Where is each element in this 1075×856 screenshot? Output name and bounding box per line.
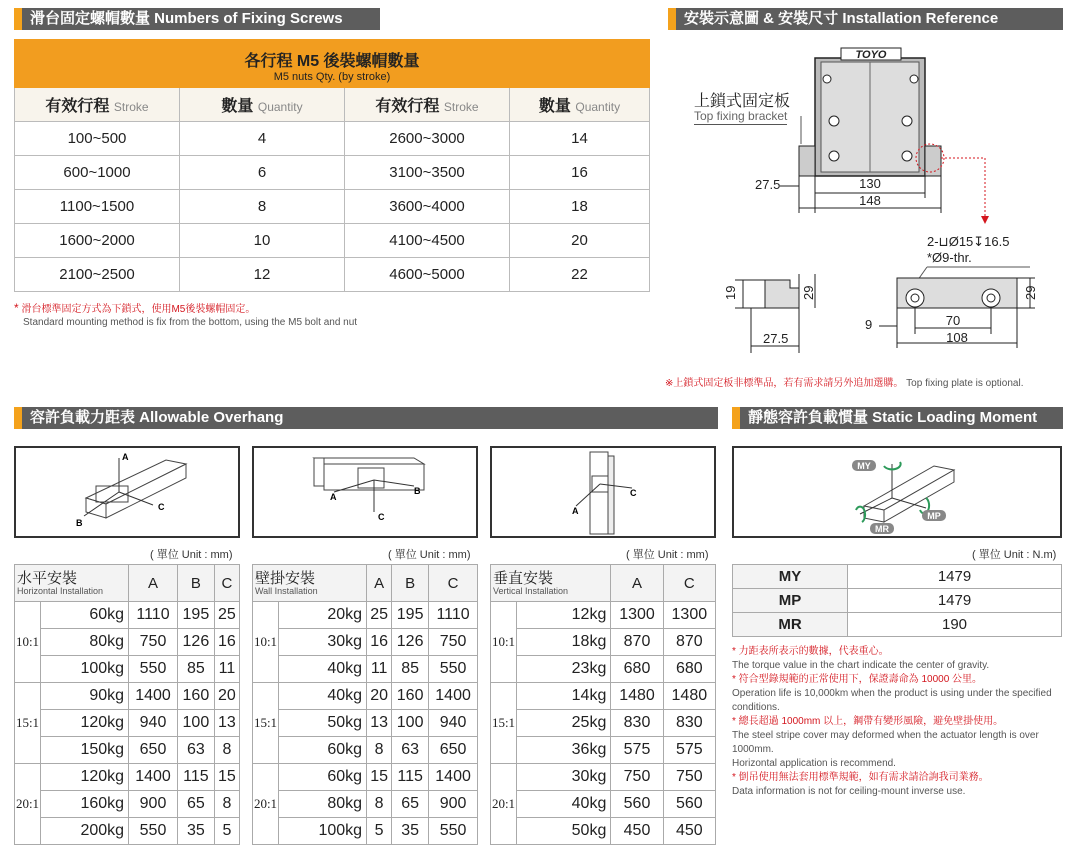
svg-text:B: B <box>76 518 83 528</box>
section-header-install: 安裝示意圖 & 安裝尺寸 Installation Reference <box>668 8 1063 30</box>
section-header-moment: 靜態容許負載慣量 Static Loading Moment <box>732 407 1063 429</box>
install-note: ※上鎖式固定板非標準品，若有需求請另外追加選購。 Top fixing plate is optional. <box>665 378 1024 389</box>
section-header-overhang: 容許負載力距表 Allowable Overhang <box>14 407 718 429</box>
diagram-horizontal <box>14 446 240 538</box>
overhang-unit-2: ( 單位 Unit : mm) <box>388 549 471 561</box>
dim-108: 108 <box>946 330 968 345</box>
diagram-vertical <box>490 446 716 538</box>
dim-19: 19 <box>723 285 738 300</box>
hole-spec-1: 2-⊔Ø15↧16.5 <box>927 234 1010 249</box>
screw-table: 各行程 M5 後裝螺帽數量 M5 nuts Qty. (by stroke) 有效行程 Stroke 數量 Quantity 有效行程 Stroke 數量 Quantity 100~500 4 2600~3000 14 600~1000 6 3100~3500 16 1100~1500 8 3600~4000 18 1600~2000 10 4100~4500 20 2100~2500 12 4600~5000 22 <box>14 39 650 292</box>
bracket-label-en: Top fixing bracket <box>694 109 788 123</box>
moment-table: MY 1479 MP 1479 MR 190 <box>732 564 1062 637</box>
moment-notes: * 力距表所表示的數據，代表重心。 The torque value in the chart indicate the center of gravity. * 符合型錄規範的正常使用下，保證壽命為 10000 公里。 Operation life is 10,000km when the product is using under the specified conditions. * 總長超過 1000mm 以上，鋼帶有變形風險，避免壁掛使用。 The steel stripe cover may deformed when the actuator length is over 1000mm. Horizontal application is recommend. * 倒吊使用無法套用標準規範，如有需求請洽詢我司業務。 Data information is not for ceiling-mount inverse use. <box>732 646 1052 797</box>
svg-text:A: A <box>122 452 129 462</box>
overhang-unit-3: ( 單位 Unit : mm) <box>626 549 709 561</box>
overhang-table-wall: 壁掛安裝 Wall Installation A B C 10:1 20kg 25 195 1110 30kg 16 126 750 40kg 11 85 550 15:1 40kg 20 160 1400 50kg 13 100 940 60kg 8 63 650 20:1 60kg 15 115 1400 80kg 8 65 900 100kg 5 35 550 <box>252 564 478 845</box>
screw-table-title: 各行程 M5 後裝螺帽數量 <box>244 53 420 70</box>
svg-text:MR: MR <box>875 524 889 534</box>
svg-text:MP: MP <box>927 511 941 521</box>
section-header-screws: 滑台固定螺帽數量 Numbers of Fixing Screws <box>14 8 380 30</box>
hole-spec-2: *Ø9-thr. <box>927 250 972 265</box>
screw-note-zh: * 滑台標準固定方式為下鎖式，使用M5後裝螺帽固定。 <box>14 301 256 315</box>
svg-text:C: C <box>158 502 165 512</box>
dim-29-top: 29 <box>1023 285 1038 300</box>
dim-148: 148 <box>859 193 881 208</box>
dim-130: 130 <box>859 176 881 191</box>
bracket-label-zh: 上鎖式固定板 <box>694 93 791 110</box>
dim-70: 70 <box>945 313 961 328</box>
svg-text:C: C <box>630 488 637 498</box>
dim-27-5-top: 27.5 <box>755 177 781 192</box>
dim-27-5-side: 27.5 <box>763 331 789 346</box>
diagram-wall <box>252 446 478 538</box>
svg-text:C: C <box>378 512 385 522</box>
svg-text:MY: MY <box>857 461 871 471</box>
dim-9: 9 <box>865 317 873 332</box>
screw-note-en: Standard mounting method is fix from the bottom, using the M5 bolt and nut <box>23 317 358 328</box>
diagram-moment <box>732 446 1062 538</box>
screw-table-subtitle: M5 nuts Qty. (by stroke) <box>273 71 391 83</box>
svg-text:A: A <box>330 492 337 502</box>
dim-29-side: 29 <box>801 285 816 300</box>
overhang-table-horizontal: 水平安裝 Horizontal Installation A B C 10:1 60kg 1110 195 25 80kg 750 126 16 100kg 550 85 11 15:1 90kg 1400 160 20 120kg 940 100 13 150kg 650 63 8 20:1 120kg 1400 115 15 160kg 900 65 8 200kg 550 35 5 <box>14 564 240 845</box>
svg-text:A: A <box>572 506 579 516</box>
overhang-table-vertical: 垂直安裝 Vertical Installation A C 10:1 12kg 1300 1300 18kg 870 870 23kg 680 680 15:1 14kg 1480 1480 25kg 830 830 36kg 575 575 20:1 30kg 750 750 40kg 560 560 50kg 450 450 <box>490 564 716 845</box>
toyo-logo: TOYO <box>855 49 887 61</box>
moment-unit: ( 單位 Unit : N.m) <box>972 549 1057 561</box>
svg-text:B: B <box>414 486 421 496</box>
overhang-unit-1: ( 單位 Unit : mm) <box>150 549 233 561</box>
